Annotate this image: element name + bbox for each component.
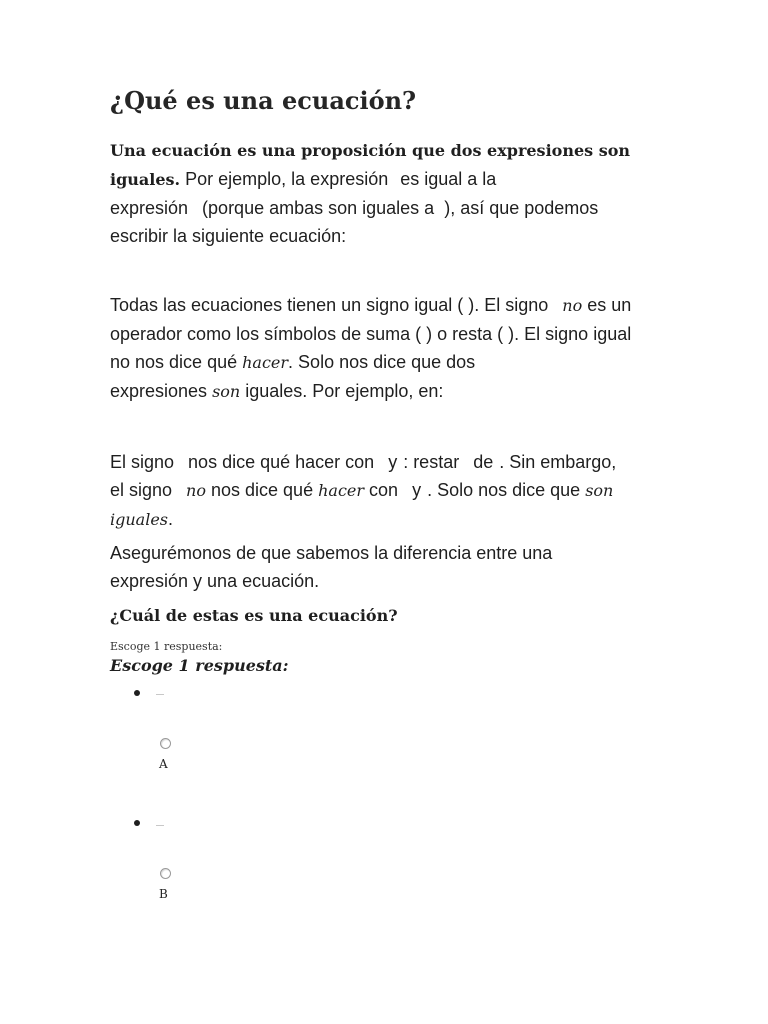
paragraph-text: es un [587,295,632,315]
emphasis-text: hacer [318,481,365,500]
paragraph-text: y [388,452,398,472]
paragraph-text: . [168,509,174,529]
paragraph-text: expresiones [110,381,208,401]
definition-text: escribir la siguiente ecuación: [110,226,347,246]
paragraph-text: Asegurémonos de que sabemos la diferencia entre una [110,543,553,563]
definition-bold-end: iguales. [110,170,181,189]
emphasis-text: son [585,481,614,500]
option-label-b: B [159,887,168,901]
radio-button-b[interactable] [160,868,171,879]
equal-sign-paragraph [110,291,670,406]
definition-text: ), así que podemos [444,198,599,218]
emphasis-text: iguales [110,510,168,529]
paragraph-text: El signo [110,452,175,472]
paragraph-text: Todas las ecuaciones tienen un signo igual ( ). El signo [110,295,549,315]
answer-hint-small: Escoge 1 respuesta: [110,640,223,653]
paragraph-text: expresión y una ecuación. [110,571,320,591]
emphasis-text: no [186,481,206,500]
paragraph-text: . Sin embargo, [499,452,617,472]
definition-text: (porque ambas son iguales a [202,198,435,218]
paragraph-text: operador como los símbolos de suma ( ) o resta ( ). El signo igual [110,324,632,344]
example-paragraph [110,448,670,534]
paragraph-text: de [473,452,494,472]
paragraph-text: nos dice qué hacer con [188,452,375,472]
bullet-icon [134,820,140,826]
definition-text: es igual a la [400,169,497,189]
paragraph-text: nos dice qué [211,480,314,500]
paragraph-text: el signo [110,480,173,500]
radio-button-a[interactable] [160,738,171,749]
definition-text: Por ejemplo, la expresión [185,169,389,189]
definition-bold: Una ecuación es una proposición que dos expresiones son [110,141,631,160]
definition-paragraph [110,136,670,250]
emphasis-text: son [212,382,241,401]
paragraph-text: y [412,480,422,500]
definition-text: expresión [110,198,189,218]
paragraph-text: . Solo nos dice que [427,480,581,500]
emphasis-text: hacer [242,353,289,372]
bullet-icon [134,690,140,696]
placeholder-dash [156,694,164,695]
placeholder-dash [156,825,164,826]
emphasis-text: no [562,296,583,315]
paragraph-text: con [369,480,399,500]
paragraph-text: iguales. Por ejemplo, en: [245,381,444,401]
closing-paragraph [110,539,670,595]
question-heading: ¿Cuál de estas es una ecuación? [110,606,398,625]
paragraph-text: no nos dice qué [110,352,238,372]
page-title: ¿Qué es una ecuación? [110,86,417,115]
option-label-a: A [159,757,168,771]
paragraph-text: . Solo nos dice que dos [288,352,476,372]
answer-hint: Escoge 1 respuesta: [110,656,289,675]
paragraph-text: : restar [403,452,460,472]
